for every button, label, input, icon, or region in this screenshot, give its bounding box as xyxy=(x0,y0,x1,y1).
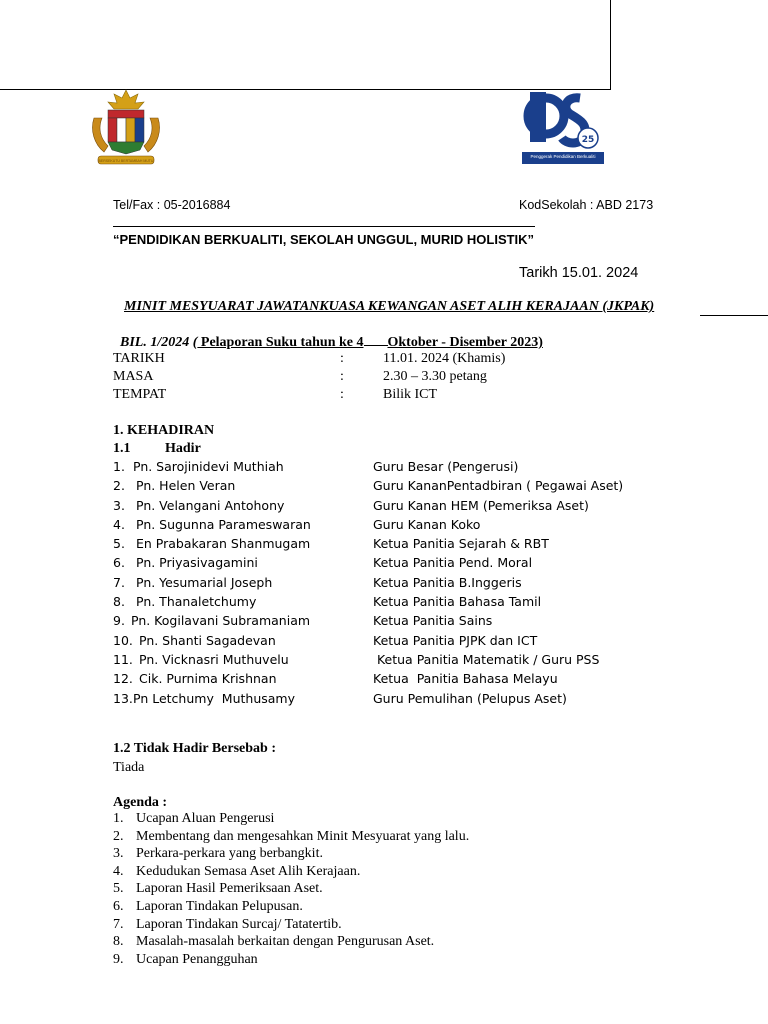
member-role: Ketua Panitia B.Inggeris xyxy=(373,574,522,590)
meeting-row-masa xyxy=(113,369,613,387)
agenda-text: Ucapan Aluan Pengerusi xyxy=(136,811,275,826)
member-name: Pn. Thanaletchumy xyxy=(136,594,257,610)
agenda-heading: Agenda : xyxy=(113,795,168,810)
list-item xyxy=(113,575,713,594)
letter-date xyxy=(519,265,638,281)
agenda-text: Laporan Tindakan Surcaj/ Tatatertib. xyxy=(136,916,342,932)
member-number: 4. xyxy=(113,516,125,532)
meeting-colon: : xyxy=(340,351,344,366)
member-name: Pn. Sugunna Parameswaran xyxy=(136,516,311,532)
letter-date-value: 15.01. 2024 xyxy=(561,265,639,281)
agenda-number: 5. xyxy=(113,881,124,897)
meeting-label: TEMPAT xyxy=(113,387,167,402)
list-item xyxy=(113,899,713,917)
meeting-colon: : xyxy=(340,369,344,384)
attendance-list xyxy=(113,459,713,710)
meeting-label: TARIKH xyxy=(113,351,165,366)
list-item xyxy=(113,498,713,517)
list-item xyxy=(113,536,713,555)
coat-of-arms-motto: BERSEKUTU BERTAMBAH MUTU xyxy=(98,159,154,163)
list-item xyxy=(113,671,713,690)
list-item xyxy=(113,952,713,970)
telfax-value: : 05-2016884 xyxy=(156,198,231,212)
member-number: 10. xyxy=(113,632,133,648)
list-item xyxy=(113,478,713,497)
hadir-subheading xyxy=(113,441,201,457)
member-role: Ketua Panitia Sejarah & RBT xyxy=(373,536,549,552)
agenda-number: 8. xyxy=(113,934,124,950)
member-number: 8. xyxy=(113,594,125,610)
list-item xyxy=(113,934,713,952)
minutes-title: MINIT MESYUARAT JAWATANKUASA KEWANGAN ASET ALIH KERAJAAN (JKPAK) xyxy=(124,299,655,314)
member-number: 12. xyxy=(113,671,133,687)
member-number: 6. xyxy=(113,555,125,571)
telfax xyxy=(113,198,230,212)
member-name: Pn. Yesumarial Joseph xyxy=(136,574,273,590)
member-role: Ketua Panitia PJPK dan ICT xyxy=(373,632,538,648)
member-role: Guru Besar (Pengerusi) xyxy=(373,459,519,474)
member-name: Pn. Priyasivagamini xyxy=(136,555,258,571)
member-role: Guru Kanan Koko xyxy=(373,516,481,532)
member-number: 1. xyxy=(113,459,125,474)
list-item xyxy=(113,633,713,652)
member-name: Pn. Helen Veran xyxy=(136,478,236,494)
list-item xyxy=(113,594,713,613)
member-name: En Prabakaran Shanmugam xyxy=(136,536,311,552)
motto: “PENDIDIKAN BERKUALITI, SEKOLAH UNGGUL, MURID HOLISTIK” xyxy=(113,232,535,247)
member-role: Ketua Panitia Matematik / Guru PSS xyxy=(373,651,600,667)
list-item xyxy=(113,811,713,829)
minutes-report: Pelaporan Suku tahun ke 4 xyxy=(197,335,364,350)
kod-sekolah xyxy=(519,198,653,212)
list-item xyxy=(113,517,713,536)
member-role: Ketua Panitia Sains xyxy=(373,613,493,629)
tidak-hadir-value: Tiada xyxy=(113,760,145,775)
meeting-value: 11.01. 2024 (Khamis) xyxy=(383,351,506,366)
kod-sekolah-label: KodSekolah xyxy=(519,198,587,212)
agenda-text: Laporan Hasil Pemeriksaan Aset. xyxy=(136,881,323,897)
list-item xyxy=(113,691,713,710)
hadir-number: 1.1 xyxy=(113,441,131,456)
member-role: Ketua Panitia Bahasa Tamil xyxy=(373,594,542,610)
list-item xyxy=(113,917,713,935)
header-box xyxy=(0,0,611,90)
meeting-label: MASA xyxy=(113,369,154,384)
member-role: Guru Pemulihan (Pelupus Aset) xyxy=(373,690,567,706)
member-name: Pn. Vicknasri Muthuvelu xyxy=(139,651,289,667)
member-number: 7. xyxy=(113,574,125,590)
member-number: 2. xyxy=(113,478,125,494)
list-item xyxy=(113,829,713,847)
meeting-row-tarikh xyxy=(113,351,613,369)
meeting-row-tempat xyxy=(113,387,613,405)
agenda-text: Masalah-masalah berkaitan dengan Pengurusan Aset. xyxy=(136,934,435,950)
title-underline-extension xyxy=(700,315,768,316)
agenda-text: Ucapan Penangguhan xyxy=(136,951,258,967)
member-name: Cik. Purnima Krishnan xyxy=(139,671,277,687)
list-item xyxy=(113,555,713,574)
member-number: 9. xyxy=(113,613,125,629)
minutes-period: Oktober - Disember 2023) xyxy=(387,335,543,350)
list-item xyxy=(113,613,713,632)
coat-of-arms-logo xyxy=(88,88,164,168)
meeting-info xyxy=(113,351,613,405)
member-name: Pn. Shanti Sagadevan xyxy=(139,632,276,648)
member-number: 5. xyxy=(113,536,125,552)
hadir-label: Hadir xyxy=(165,441,201,456)
agenda-text: Kedudukan Semasa Aset Alih Kerajaan. xyxy=(136,863,361,879)
member-role: Guru Kanan HEM (Pemeriksa Aset) xyxy=(373,497,589,513)
agenda-number: 2. xyxy=(113,828,124,844)
letter-date-label: Tarikh xyxy=(519,265,558,281)
agenda-text: Membentang dan mengesahkan Minit Mesyuarat yang lalu. xyxy=(136,828,470,844)
member-name: Pn. Kogilavani Subramaniam xyxy=(131,613,311,629)
agenda-number: 7. xyxy=(113,916,124,932)
agenda-list xyxy=(113,811,713,969)
agenda-number: 9. xyxy=(113,951,124,967)
agenda-number: 1. xyxy=(113,811,124,826)
svg-text:25: 25 xyxy=(581,135,595,145)
school-logo-caption: Penggerak Pendidikan Berkualiti xyxy=(530,154,596,159)
list-item xyxy=(113,881,713,899)
member-role: Guru KananPentadbiran ( Pegawai Aset) xyxy=(373,478,624,494)
meeting-value: Bilik ICT xyxy=(383,387,438,402)
member-name: Pn Letchumy Muthusamy xyxy=(133,690,295,706)
member-number: 11. xyxy=(113,651,133,667)
kod-sekolah-value: : ABD 2173 xyxy=(589,198,654,212)
list-item xyxy=(113,864,713,882)
meeting-colon: : xyxy=(340,387,344,402)
list-item xyxy=(113,846,713,864)
minutes-bil: BIL. 1/2024 ( xyxy=(120,335,198,350)
member-role: Ketua Panitia Bahasa Melayu xyxy=(373,671,558,687)
kehadiran-heading: 1. KEHADIRAN xyxy=(113,423,215,438)
meeting-value: 2.30 – 3.30 petang xyxy=(383,369,487,384)
list-item xyxy=(113,652,713,671)
agenda-text: Perkara-perkara yang berbangkit. xyxy=(136,846,323,862)
tidak-hadir-heading: 1.2 Tidak Hadir Bersebab : xyxy=(113,741,276,756)
agenda-text: Laporan Tindakan Pelupusan. xyxy=(136,898,303,914)
agenda-number: 4. xyxy=(113,863,124,879)
agenda-number: 3. xyxy=(113,846,124,862)
telfax-label: Tel/Fax xyxy=(113,198,154,212)
member-number: 3. xyxy=(113,497,125,513)
member-name: Pn. Sarojinidevi Muthiah xyxy=(133,459,284,474)
header-separator xyxy=(113,226,535,227)
member-number: 13. xyxy=(113,690,133,706)
member-role: Ketua Panitia Pend. Moral xyxy=(373,555,533,571)
minutes-subtitle xyxy=(113,317,543,351)
agenda-number: 6. xyxy=(113,898,124,914)
member-name: Pn. Velangani Antohony xyxy=(136,497,285,513)
list-item xyxy=(113,459,713,478)
